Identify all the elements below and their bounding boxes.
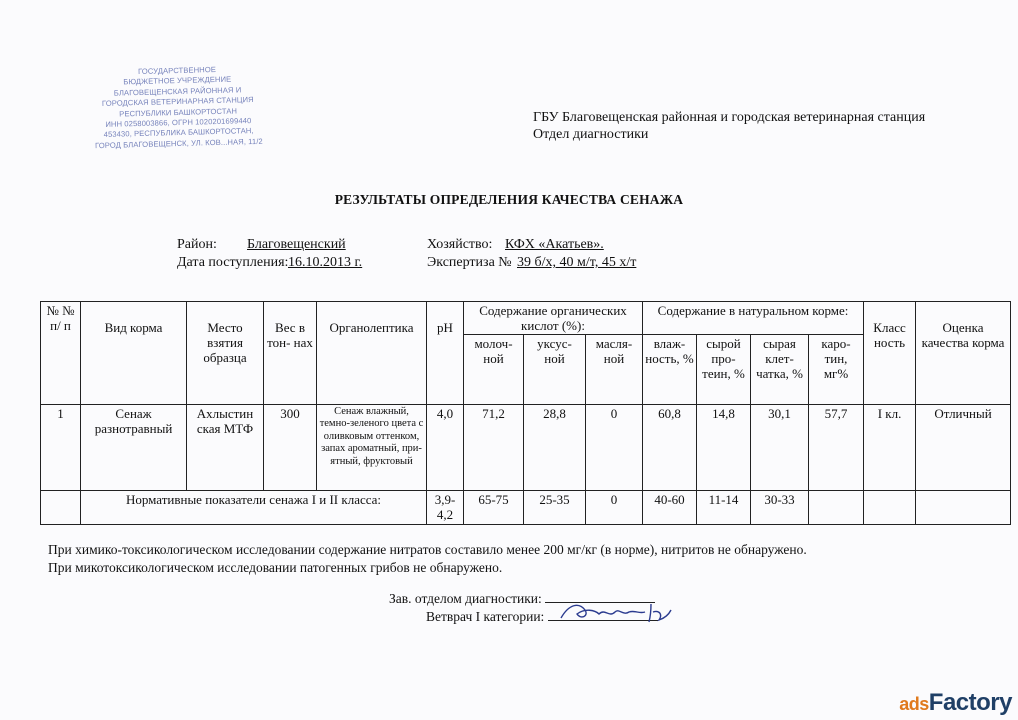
- cell-moisture: 60,8: [643, 405, 697, 491]
- cell-sample-place: Ахлыстин ская МТФ: [187, 405, 264, 491]
- handwritten-signature-icon: [555, 598, 675, 628]
- norms-moisture: 40-60: [643, 491, 697, 525]
- norms-label: Нормативные показатели сенажа I и II класса:: [81, 491, 427, 525]
- stamp-line: ГОРОДСКАЯ ВЕТЕРИНАРНАЯ СТАНЦИЯ: [101, 95, 254, 109]
- norms-row: [41, 491, 1011, 525]
- header-quality: Оценка качества корма: [916, 302, 1011, 405]
- date-label: Дата поступления:: [177, 255, 289, 270]
- norms-fiber: 30-33: [751, 491, 809, 525]
- vet-signature-label: Ветврач I категории:: [426, 609, 545, 624]
- official-stamp: [87, 64, 269, 152]
- watermark-logo: [899, 689, 1012, 717]
- table-row: [41, 405, 1011, 491]
- header-feed-type: Вид корма: [81, 302, 187, 405]
- norms-lactic: 65-75: [464, 491, 524, 525]
- cell-class: I кл.: [864, 405, 916, 491]
- department-name: Отдел диагностики: [533, 127, 649, 142]
- district-value: Благовещенский: [247, 237, 346, 252]
- stamp-line: БЮДЖЕТНОЕ УЧРЕЖДЕНИЕ: [123, 75, 232, 87]
- header-ph: pH: [427, 302, 464, 405]
- header-protein: сырой про- теин, %: [697, 335, 751, 405]
- norms-empty-cell: [916, 491, 1011, 525]
- farm-value: КФХ «Акатьев».: [505, 237, 604, 252]
- cell-acetic: 28,8: [524, 405, 586, 491]
- norms-acetic: 25-35: [524, 491, 586, 525]
- table-header-row: [41, 302, 1011, 335]
- date-value: 16.10.2013 г.: [288, 255, 363, 270]
- cell-weight: 300: [264, 405, 317, 491]
- stamp-line: ИНН 0258003866, ОГРН 1020201699440: [105, 116, 252, 129]
- stamp-line: 453430, РЕСПУБЛИКА БАШКОРТОСТАН,: [103, 126, 254, 140]
- district-label: Район:: [177, 237, 217, 252]
- cell-number: 1: [41, 405, 81, 491]
- watermark-prefix: ads: [899, 694, 929, 714]
- organization-header: [533, 109, 925, 143]
- header-weight: Вес в тон- нах: [264, 302, 317, 405]
- stamp-line: ГОРОД БЛАГОВЕЩЕНСК, УЛ. КОВ...НАЯ, 11/2: [94, 136, 263, 151]
- cell-ph: 4,0: [427, 405, 464, 491]
- exam-value: 39 б/х, 40 м/т, 45 х/т: [517, 255, 637, 270]
- exam-label: Экспертиза №: [427, 255, 512, 270]
- note-nitrates: При химико-токсикологическом исследовании содержание нитратов составило менее 200 мг/кг (в норме), нитритов не обнаружено.: [48, 542, 807, 557]
- cell-lactic: 71,2: [464, 405, 524, 491]
- cell-organoleptic: Сенаж влажный, темно-зеленого цвета с оливковым оттенком, запах ароматный, при- ятный, фруктовый: [317, 405, 427, 491]
- header-fiber: сырая клет- чатка, %: [751, 335, 809, 405]
- header-natural-content: Содержание в натуральном корме:: [643, 302, 864, 335]
- header-acetic: уксус- ной: [524, 335, 586, 405]
- norms-ph: 3,9- 4,2: [427, 491, 464, 525]
- norms-protein: 11-14: [697, 491, 751, 525]
- stamp-line: БЛАГОВЕЩЕНСКАЯ РАЙОННАЯ И: [113, 85, 242, 98]
- farm-label: Хозяйство:: [427, 237, 493, 252]
- cell-feed-type: Сенаж разнотравный: [81, 405, 187, 491]
- norms-empty-cell: [809, 491, 864, 525]
- norms-empty-cell: [864, 491, 916, 525]
- document-title: РЕЗУЛЬТАТЫ ОПРЕДЕЛЕНИЯ КАЧЕСТВА СЕНАЖА: [334, 192, 684, 207]
- watermark-text: Factory: [928, 689, 1012, 716]
- header-class: Класс ность: [864, 302, 916, 405]
- header-number: № № п/ п: [41, 302, 81, 405]
- header-lactic: молоч- ной: [464, 335, 524, 405]
- header-butyric: масля- ной: [586, 335, 643, 405]
- header-sample-place: Место взятия образца: [187, 302, 264, 405]
- norms-butyric: 0: [586, 491, 643, 525]
- cell-carotene: 57,7: [809, 405, 864, 491]
- note-fungi: При микотоксикологическом исследовании патогенных грибов не обнаружено.: [48, 560, 503, 575]
- head-signature-label: Зав. отделом диагностики:: [389, 591, 542, 606]
- cell-protein: 14,8: [697, 405, 751, 491]
- cell-butyric: 0: [586, 405, 643, 491]
- header-moisture: влаж- ность, %: [643, 335, 697, 405]
- results-table: [40, 301, 1011, 525]
- cell-fiber: 30,1: [751, 405, 809, 491]
- stamp-line: ГОСУДАРСТВЕННОЕ: [137, 64, 217, 77]
- organization-name: ГБУ Благовещенская районная и городская ветеринарная станция: [533, 110, 926, 125]
- notes: [48, 541, 807, 577]
- header-organic-acids: Содержание органических кислот (%):: [464, 302, 643, 335]
- header-organoleptic: Органолептика: [317, 302, 427, 405]
- norms-empty-cell: [41, 491, 81, 525]
- stamp-line: РЕСПУБЛИКИ БАШКОРТОСТАН: [119, 106, 238, 119]
- cell-quality: Отличный: [916, 405, 1011, 491]
- header-carotene: каро- тин, мг%: [809, 335, 864, 405]
